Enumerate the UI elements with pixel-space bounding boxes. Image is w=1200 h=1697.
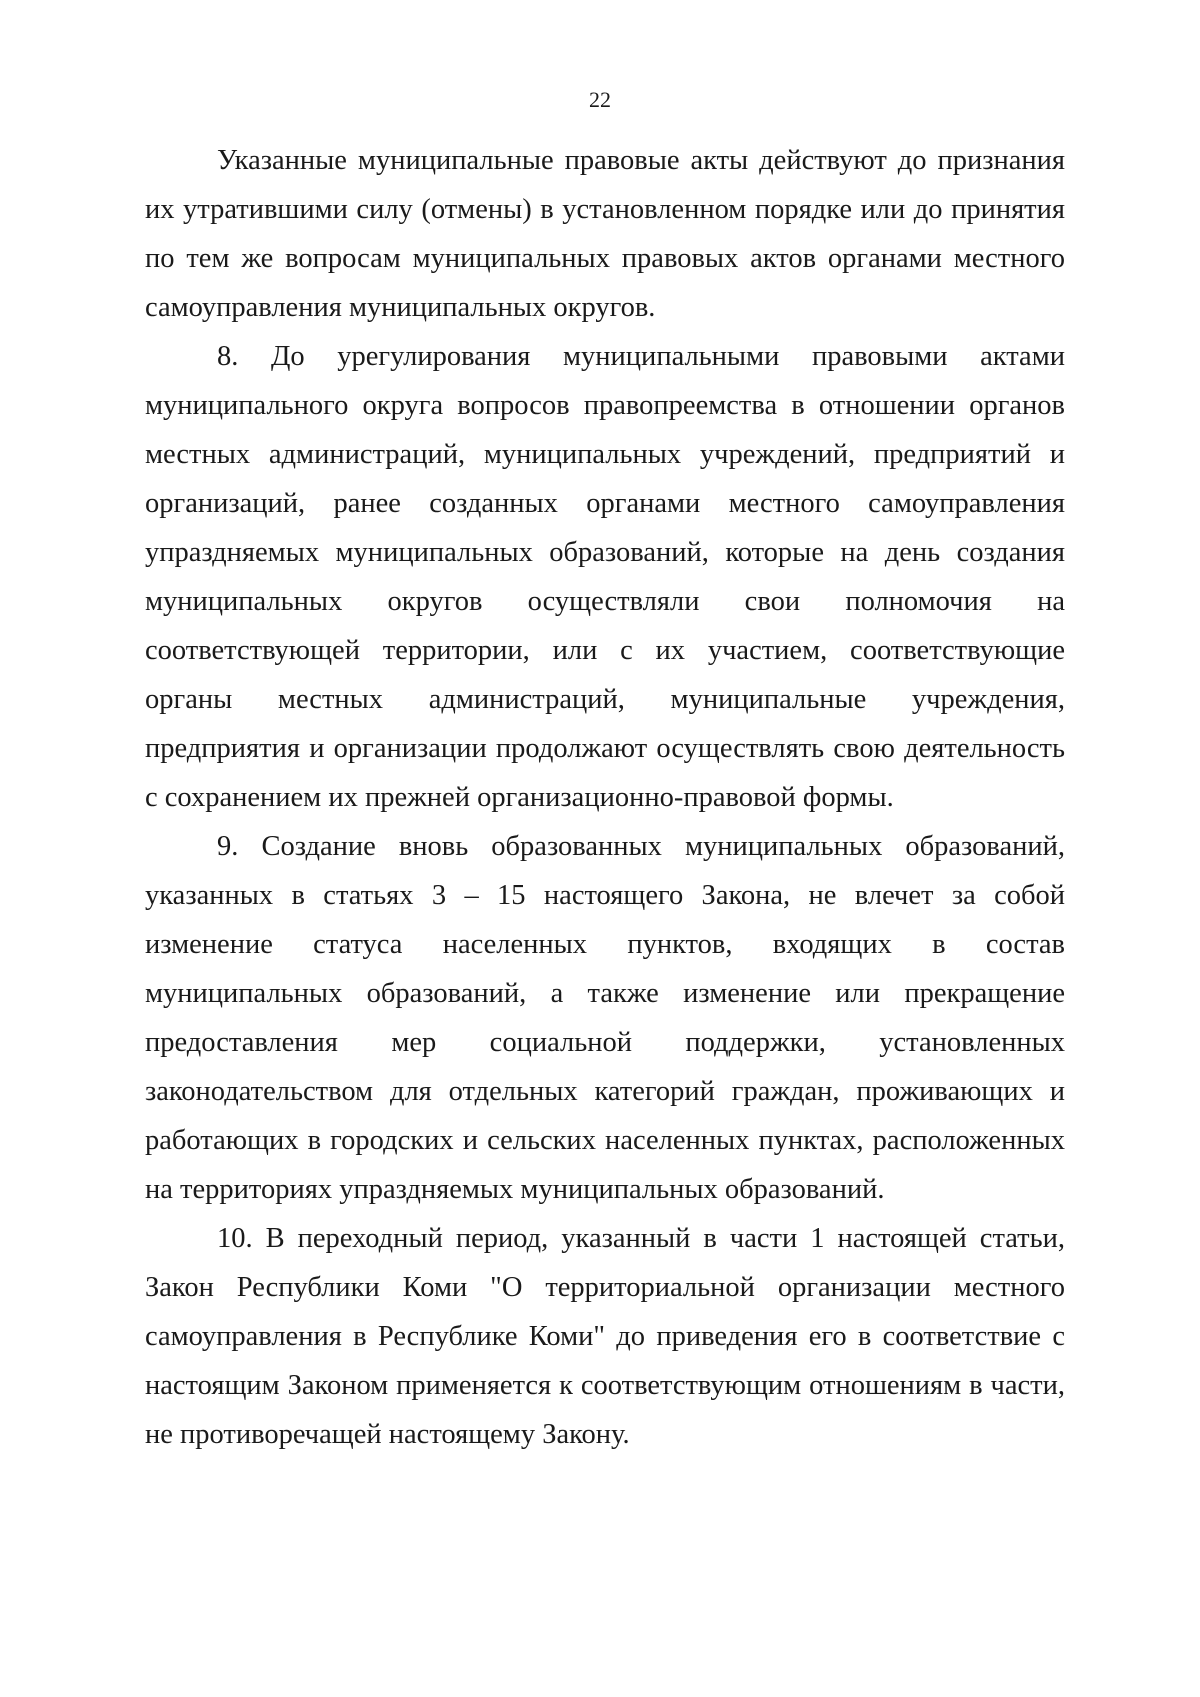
paragraph-item-9: 9. Создание вновь образованных муниципальных образований, указанных в статьях 3 – 15 настоящего Закона, не влечет за собой изменение статуса населенных пунктов, входящих в состав муниципальных образований, а также изменение или прекращение предоставления мер социальной поддержки, установленных законодательством для отдельных категорий граждан, проживающих и работающих в городских и сельских населенных пунктах, расположенных на территориях упраздняемых муниципальных образований. — [145, 831, 1065, 1205]
document-body — [145, 136, 1065, 1459]
paragraph-item-8: 8. До урегулирования муниципальными правовыми актами муниципального округа вопросов правопреемства в отношении органов местных администраций, муниципальных учреждений, предприятий и организаций, ранее созданных органами местного самоуправления упраздняемых муниципальных образований, которые на день создания муниципальных округов осуществляли свои полномочия на соответствующей территории, или с их участием, соответствующие органы местных администраций, муниципальные учреждения, предприятия и организации продолжают осуществлять свою деятельность с сохранением их прежней организационно-правовой формы. — [145, 341, 1065, 813]
paragraph-acts-validity: Указанные муниципальные правовые акты действуют до признания их утратившими силу (отмены) в установленном порядке или до принятия по тем же вопросам муниципальных правовых актов органами местного самоуправления муниципальных округов. — [145, 145, 1065, 323]
page-number: 22 — [589, 87, 611, 112]
paragraph-item-10: 10. В переходный период, указанный в части 1 настоящей статьи, Закон Республики Коми "О территориальной организации местного самоуправления в Республике Коми" до приведения его в соответствие с настоящим Законом применяется к соответствующим отношениям в части, не противоречащей настоящему Закону. — [145, 1223, 1065, 1450]
